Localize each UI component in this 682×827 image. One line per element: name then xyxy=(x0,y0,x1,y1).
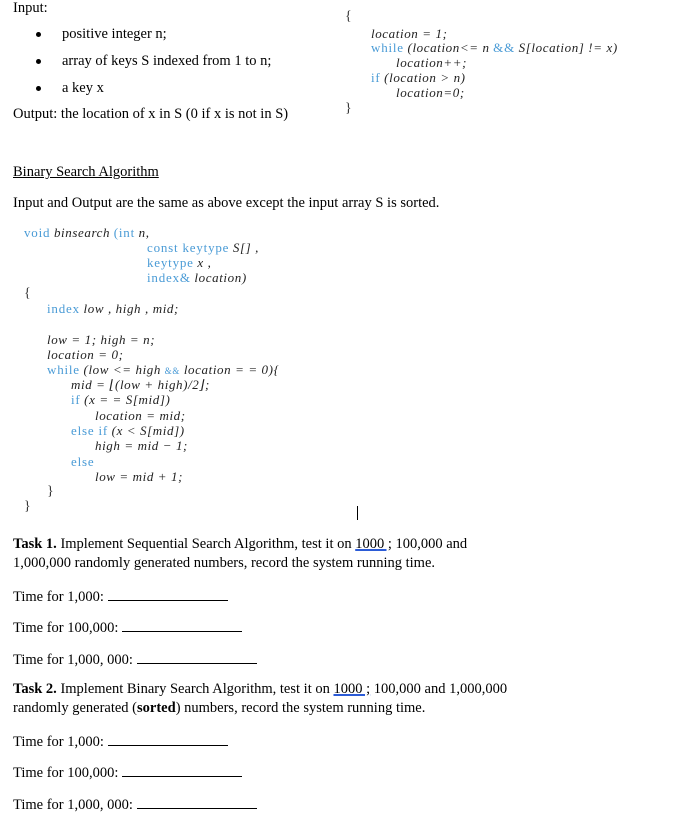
text-cursor xyxy=(357,506,358,520)
input-label: Input: xyxy=(13,0,48,16)
bullet-dot xyxy=(36,32,41,37)
seq-code-line-2: while (location<= n && S[location] != x) xyxy=(371,40,618,55)
code-signature-line-1: void binsearch (int n, xyxy=(24,225,150,240)
binary-description: Input and Output are the same as above except the input array S is sorted. xyxy=(13,195,440,211)
code-else-keyword: else xyxy=(71,454,95,469)
task1-time-100000: Time for 100,000: xyxy=(13,619,242,636)
bullet-dot xyxy=(36,86,41,91)
seq-code-line-4: if (location > n) xyxy=(371,70,466,85)
task1-time-1000: Time for 1,000: xyxy=(13,588,228,605)
answer-blank[interactable] xyxy=(137,651,257,664)
answer-blank[interactable] xyxy=(137,796,257,809)
answer-blank[interactable] xyxy=(108,733,228,746)
code-signature-line-3: keytype x , xyxy=(147,255,212,270)
answer-blank[interactable] xyxy=(122,764,242,777)
input-bullet-2: array of keys S indexed from 1 to n; xyxy=(62,53,272,69)
code-while-line: while (low <= high && location = = 0){ xyxy=(47,362,280,377)
task1-line-1: Task 1. Implement Sequential Search Algorithm, test it on 1000 ; 100,000 and xyxy=(13,536,468,552)
seq-code-line-3: location++; xyxy=(396,55,468,70)
task2-time-1000: Time for 1,000: xyxy=(13,733,228,750)
code-signature-line-4: index& location) xyxy=(147,270,247,285)
code-init-location: location = 0; xyxy=(47,347,124,362)
code-if-line: if (x = = S[mid]) xyxy=(71,392,171,407)
code-init-low-high: low = 1; high = n; xyxy=(47,332,156,347)
code-signature-line-2: const keytype S[] , xyxy=(147,240,259,255)
binary-heading: Binary Search Algorithm xyxy=(13,164,159,180)
input-bullet-3: a key x xyxy=(62,80,104,96)
task1-line-2: 1,000,000 randomly generated numbers, record the system running time. xyxy=(13,555,436,571)
task1-time-1000000: Time for 1,000, 000: xyxy=(13,651,257,668)
seq-code-line-1: location = 1; xyxy=(371,26,448,41)
code-mid-line: mid = ⌊(low + high)/2⌋; xyxy=(71,377,210,392)
task2-time-100000: Time for 100,000: xyxy=(13,764,242,781)
answer-blank[interactable] xyxy=(108,588,228,601)
code-low-line: low = mid + 1; xyxy=(95,469,184,484)
code-high-line: high = mid − 1; xyxy=(95,438,188,453)
code-location-mid: location = mid; xyxy=(95,408,186,423)
code-outer-close-brace: } xyxy=(24,499,31,514)
bullet-dot xyxy=(36,59,41,64)
code-inner-close-brace: } xyxy=(47,484,54,499)
code-declaration: index low , high , mid; xyxy=(47,301,179,316)
code-elseif-line: else if (x < S[mid]) xyxy=(71,423,185,438)
output-description: Output: the location of x in S (0 if x is not in S) xyxy=(13,106,289,122)
task2-line-2: randomly generated (sorted) numbers, record the system running time. xyxy=(13,700,426,716)
task2-line-1: Task 2. Implement Binary Search Algorithm, test it on 1000 ; 100,000 and 1,000,000 xyxy=(13,681,508,697)
code-open-brace: { xyxy=(24,286,31,301)
seq-code-line-5: location=0; xyxy=(396,85,465,100)
input-bullet-1: positive integer n; xyxy=(62,26,167,42)
seq-close-brace: } xyxy=(345,101,352,116)
answer-blank[interactable] xyxy=(122,619,242,632)
seq-open-brace: { xyxy=(345,9,352,24)
task2-time-1000000: Time for 1,000, 000: xyxy=(13,796,257,813)
